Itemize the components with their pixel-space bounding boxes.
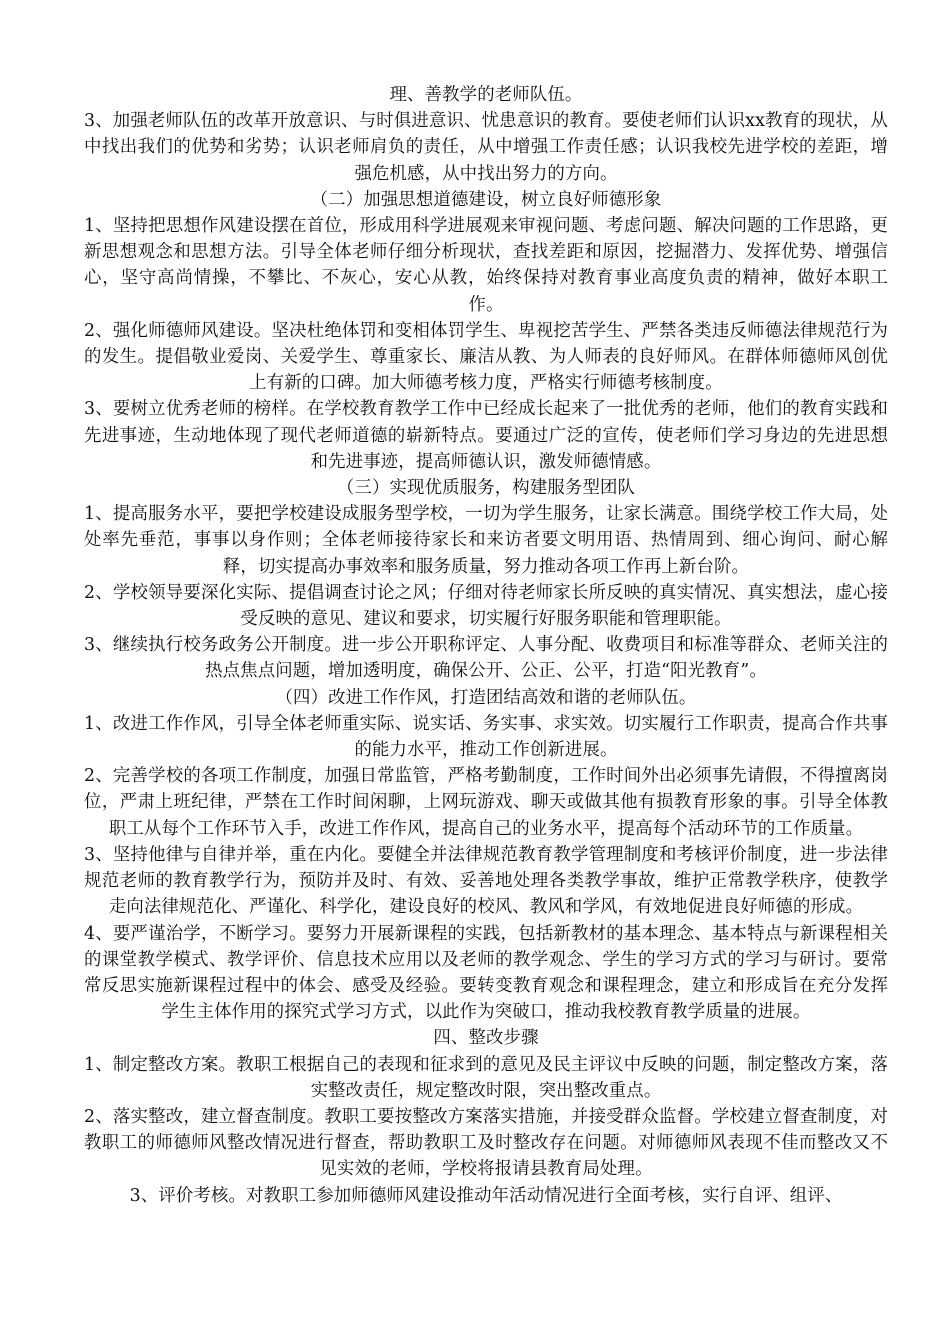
section-heading: （三）实现优质服务，构建服务型团队 <box>336 478 636 499</box>
section-heading: 四、整改步骤 <box>433 1028 539 1049</box>
paragraph-item: 3、继续执行校务政务公开制度。进一步公开职称评定、人事分配、收费项目和标准等群众、老师关注的热点焦点问题，增加透明度，确保公开、公正、公平，打造“阳光教育”。 <box>84 635 888 682</box>
paragraph-item: 1、改进工作作风，引导全体老师重实际、说实话、务实事、求实效。切实履行工作职责，提高合作共事的能力水平，推动工作创新进展。 <box>84 713 888 761</box>
paragraph-item: 2、落实整改，建立督查制度。教职工要按整改方案落实措施，并接受群众监督。学校建立督查制度，对教职工的师德师风整改情况进行督查，帮助教职工及时整改存在问题。对师德师风表现不佳而整改又不见实效的老师，学校将报请县教育局处理。 <box>84 1106 888 1180</box>
paragraph-item: 3、要树立优秀老师的榜样。在学校教育教学工作中已经成长起来了一批优秀的老师，他们的教育实践和先进事迹，生动地体现了现代老师道德的崭新特点。要通过广泛的宣传，使老师们学习身边的先进思想和先进事迹，提高师德认识，激发师德情感。 <box>84 399 888 472</box>
paragraph-item: 2、完善学校的各项工作制度，加强日常监管，严格考勤制度，工作时间外出必须事先请假，不得擅离岗位，严肃上班纪律，严禁在工作时间闲聊，上网玩游戏、聊天或做其他有损教育形象的事。引导全体教职工从每个工作环节入手，改进工作作风，提高自己的业务水平，提高每个活动环节的工作质量。 <box>84 766 888 839</box>
paragraph-item: 2、学校领导要深化实际、提倡调查讨论之风；仔细对待老师家长所反映的真实情况、真实想法，虚心接受反映的意见、建议和要求，切实履行好服务职能和管理职能。 <box>84 582 888 630</box>
section-heading: （四）改进工作作风，打造团结高效和谐的老师队伍。 <box>275 687 697 708</box>
paragraph-item: 1、制定整改方案。教职工根据自己的表现和征求到的意见及民主评议中反映的问题，制定整改方案，落实整改责任，规定整改时限，突出整改重点。 <box>84 1054 888 1101</box>
paragraph-item: 1、坚持把思想作风建设摆在首位，形成用科学进展观来审视问题、考虑问题、解决问题的工作思路，更新思想观念和思想方法。引导全体老师仔细分析现状，查找差距和原因，挖掘潜力、发挥优势、增强信心，坚守高尚情操，不攀比、不灰心，安心从教，始终保持对教育事业高度负责的精神，做好本职工作。 <box>84 216 888 315</box>
paragraph-item: 1、提高服务水平，要把学校建设成服务型学校，一切为学生服务，让家长满意。围绕学校工作大局，处处率先垂范，事事以身作则；全体老师接待家长和来访者要文明用语、热情周到、细心询问、耐心解释，切实提高办事效率和服务质量，努力推动各项工作再上新台阶。 <box>84 504 888 577</box>
paragraph-item: 3、坚持他律与自律并举，重在内化。要健全并法律规范教育教学管理制度和考核评价制度，进一步法律规范老师的教育教学行为，预防并及时、有效、妥善地处理各类教学事故，维护正常教学秩序，使教学走向法律规范化、严谨化、科学化，建设良好的校风、教风和学风，有效地促进良好师德的形成。 <box>84 844 888 918</box>
paragraph-continuation: 理、善教学的老师队伍。 <box>389 85 583 105</box>
paragraph-item: 3、评价考核。对教职工参加师德师风建设推动年活动情况进行全面考核，实行自评、组评、 <box>129 1185 843 1206</box>
paragraph-item: 2、强化师德师风建设。坚决杜绝体罚和变相体罚学生、卑视挖苦学生、严禁各类违反师德法律规范行为的发生。提倡敬业爱岗、关爱学生、尊重家长、廉洁从教、为人师表的良好师风。在群体师德师风创优上有新的口碑。加大师德考核力度，严格实行师德考核制度。 <box>84 320 888 394</box>
paragraph-item: 3、加强老师队伍的改革开放意识、与时俱进意识、忧患意识的教育。要使老师们认识xx教育的现状，从中找出我们的优势和劣势；认识老师肩负的责任，从中增强工作责任感；认识我校先进学校的差距，增强危机感，从中找出努力的方向。 <box>84 111 888 184</box>
paragraph-item: 4、要严谨治学，不断学习。要努力开展新课程的实践，包括新教材的基本理念、基本特点与新课程相关的课堂教学模式、教学评价、信息技术应用以及老师的教学观念、学生的学习方式的学习与研讨。要常常反思实施新课程过程中的体会、感受及经验。要转变教育观念和课程理念，建立和形成旨在充分发挥学生主体作用的探究式学习方式，以此作为突破口，推动我校教育教学质量的进展。 <box>84 923 888 1023</box>
section-heading: （二）加强思想道德建设，树立良好师德形象 <box>310 189 662 210</box>
